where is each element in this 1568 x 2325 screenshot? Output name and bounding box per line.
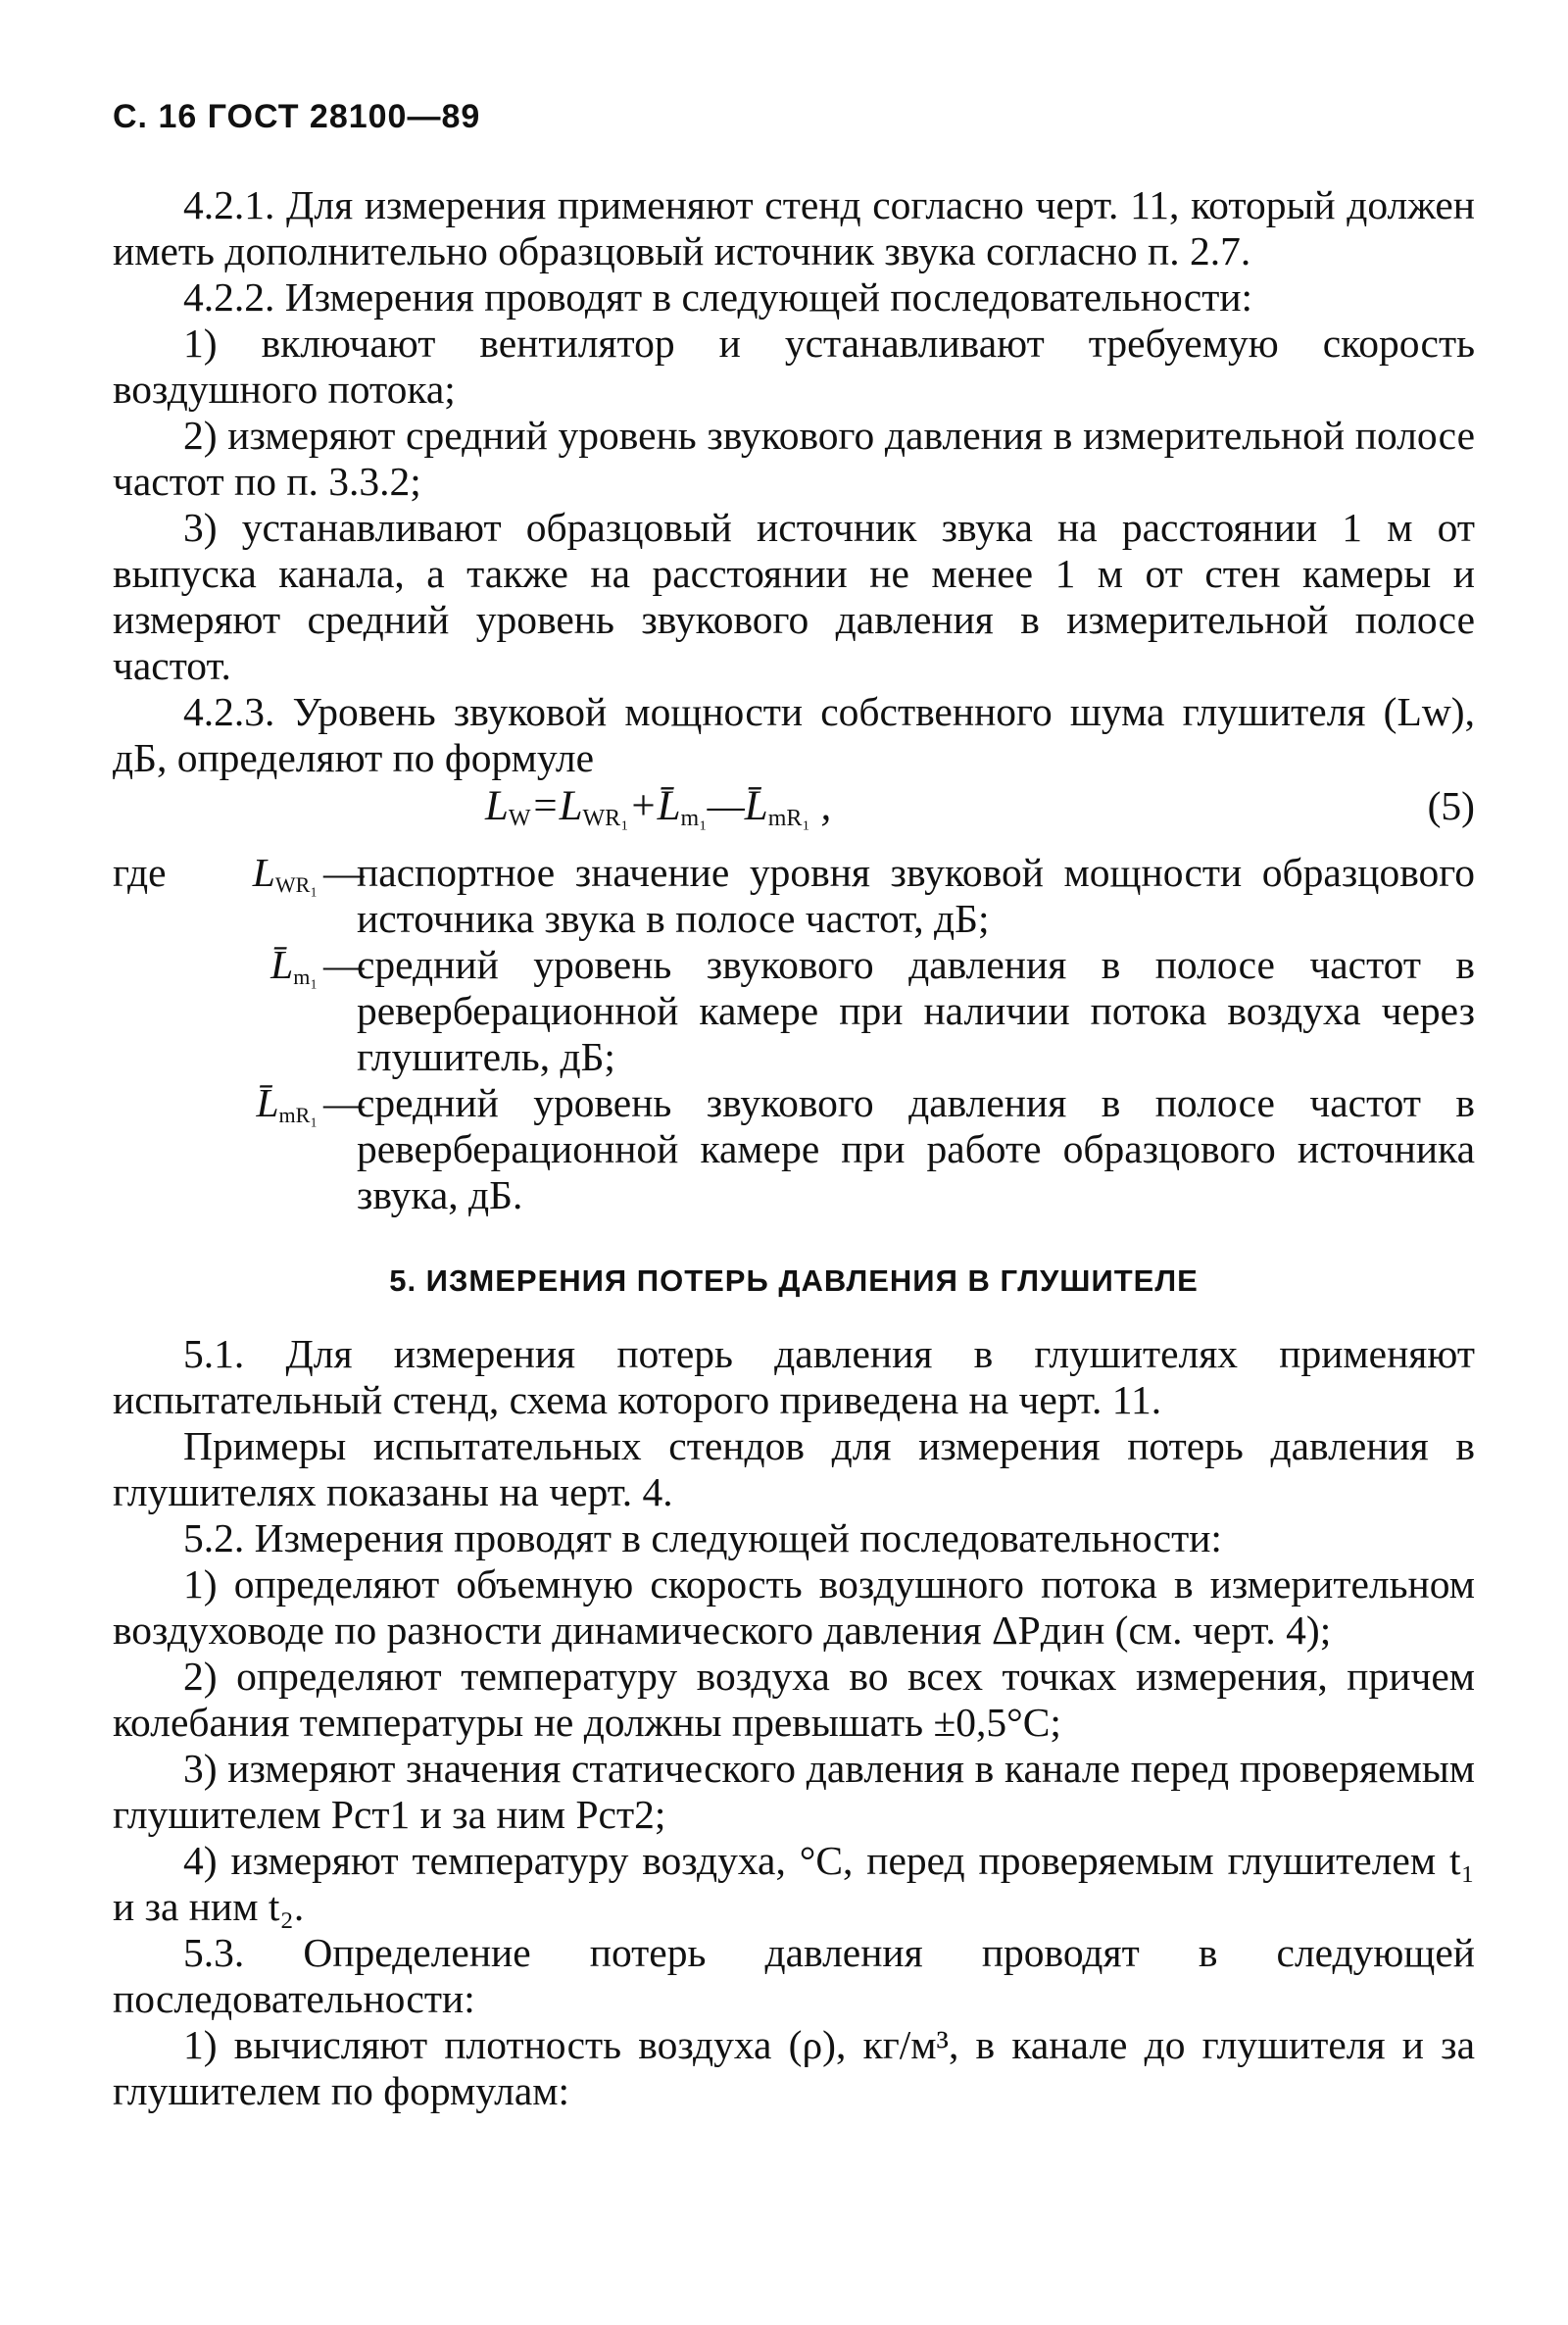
- paragraph-4-2-2: 4.2.2. Измерения проводят в следующей последовательности:: [183, 274, 1253, 320]
- legend-symbol-sub: mR₁: [278, 1103, 318, 1127]
- legend-symbol-sub: m₁: [293, 965, 318, 989]
- legend-dash: —: [323, 1080, 365, 1125]
- legend-row: [113, 850, 1475, 942]
- legend-symbol-sub: WR₁: [274, 872, 318, 897]
- list-item: 2) определяют температуру воздуха во всех точках измерения, причем колебания температуры не должны превышать ±0,5°С;: [113, 1654, 1475, 1745]
- list-item: 3) измеряют значения статического давления в канале перед проверяемым глушителем Pст1 и за ним Pст2;: [113, 1746, 1475, 1837]
- paragraph-5-2: 5.2. Измерения проводят в следующей последовательности:: [183, 1515, 1222, 1560]
- paragraph-5-3: 5.3. Определение потерь давления проводят в следующей последовательности:: [113, 1930, 1475, 2021]
- list-item: 1) включают вентилятор и устанавливают требуемую скорость воздушного потока;: [113, 321, 1475, 412]
- legend-lead: где: [113, 850, 167, 895]
- formula-term-1: L: [559, 783, 583, 829]
- legend-symbol: [157, 942, 323, 1000]
- legend-dash: —: [323, 850, 365, 895]
- legend-symbol-main: L: [252, 850, 275, 895]
- legend-symbol-main: L̄: [270, 942, 294, 987]
- legend-symbol-main: L̄: [256, 1080, 279, 1125]
- formula-plus: +: [628, 783, 658, 829]
- legend-text: средний уровень звукового давления в полосе частот в реверберационной камере при наличии потока воздуха через глушитель, дБ;: [357, 942, 1475, 1079]
- legend-row: [113, 942, 1475, 1080]
- formula-number: (5): [1427, 783, 1475, 828]
- formula-eq: =: [530, 783, 560, 829]
- legend-dash: —: [323, 942, 365, 987]
- formula-term-1-sub: WR₁: [582, 806, 629, 831]
- legend-text: средний уровень звукового давления в полосе частот в реверберационной камере при работе образцового источника звука, дБ.: [357, 1080, 1475, 1217]
- list-item: 1) вычисляют плотность воздуха (ρ), кг/м³, в канале до глушителя и за глушителем по формулам:: [113, 2022, 1475, 2113]
- formula-lhs: L: [485, 783, 509, 829]
- formula-comma: ,: [809, 783, 832, 829]
- paragraph-4-2-1: 4.2.1. Для измерения применяют стенд согласно черт. 11, который должен иметь дополнительно образцовый источник звука согласно п. 2.7.: [113, 182, 1475, 273]
- formula-term-2: L̄: [657, 783, 681, 829]
- paragraph-5-1: 5.1. Для измерения потерь давления в глушителях применяют испытательный стенд, схема которого приведена на черт. 11.: [113, 1331, 1475, 1422]
- list-item: 2) измеряют средний уровень звукового давления в измерительной полосе частот по п. 3.3.2;: [113, 413, 1475, 504]
- formula-term-3-sub: mR₁: [767, 806, 810, 831]
- formula-term-2-sub: m₁: [680, 806, 708, 831]
- formula-legend: [113, 850, 1475, 1218]
- formula-expression: [485, 783, 831, 842]
- list-item: 4) измеряют температуру воздуха, °С, перед проверяемым глушителем t₁ и за ним t₂.: [113, 1838, 1475, 1929]
- paragraph-5-1-examples: Примеры испытательных стендов для измерения потерь давления в глушителях показаны на черт. 4.: [113, 1423, 1475, 1514]
- legend-text: паспортное значение уровня звуковой мощности образцового источника звука в полосе частот, дБ;: [357, 850, 1475, 941]
- formula-lhs-sub: W: [508, 806, 531, 831]
- section-heading: 5. ИЗМЕРЕНИЯ ПОТЕРЬ ДАВЛЕНИЯ В ГЛУШИТЕЛЕ: [389, 1263, 1199, 1298]
- formula-minus: —: [707, 783, 745, 829]
- document-page: [113, 88, 1475, 2294]
- list-item: 3) устанавливают образцовый источник звука на расстоянии 1 м от выпуска канала, а также на расстоянии не менее 1 м от стен камеры и измеряют средний уровень звукового давления в измерительной полосе частот.: [113, 505, 1475, 688]
- paragraph-4-2-3: 4.2.3. Уровень звуковой мощности собственного шума глушителя (Lw), дБ, определяют по формуле: [113, 689, 1475, 780]
- legend-symbol: [157, 1080, 323, 1138]
- formula-term-3: L̄: [744, 783, 768, 829]
- list-item: 1) определяют объемную скорость воздушного потока в измерительном воздуховоде по разности динамического давления ΔPдин (см. черт. 4);: [113, 1561, 1475, 1653]
- legend-row: [113, 1080, 1475, 1218]
- formula-5: [113, 783, 1475, 840]
- legend-symbol: [157, 850, 323, 908]
- running-head: С. 16 ГОСТ 28100—89: [113, 98, 481, 135]
- body-text: [113, 182, 1475, 2114]
